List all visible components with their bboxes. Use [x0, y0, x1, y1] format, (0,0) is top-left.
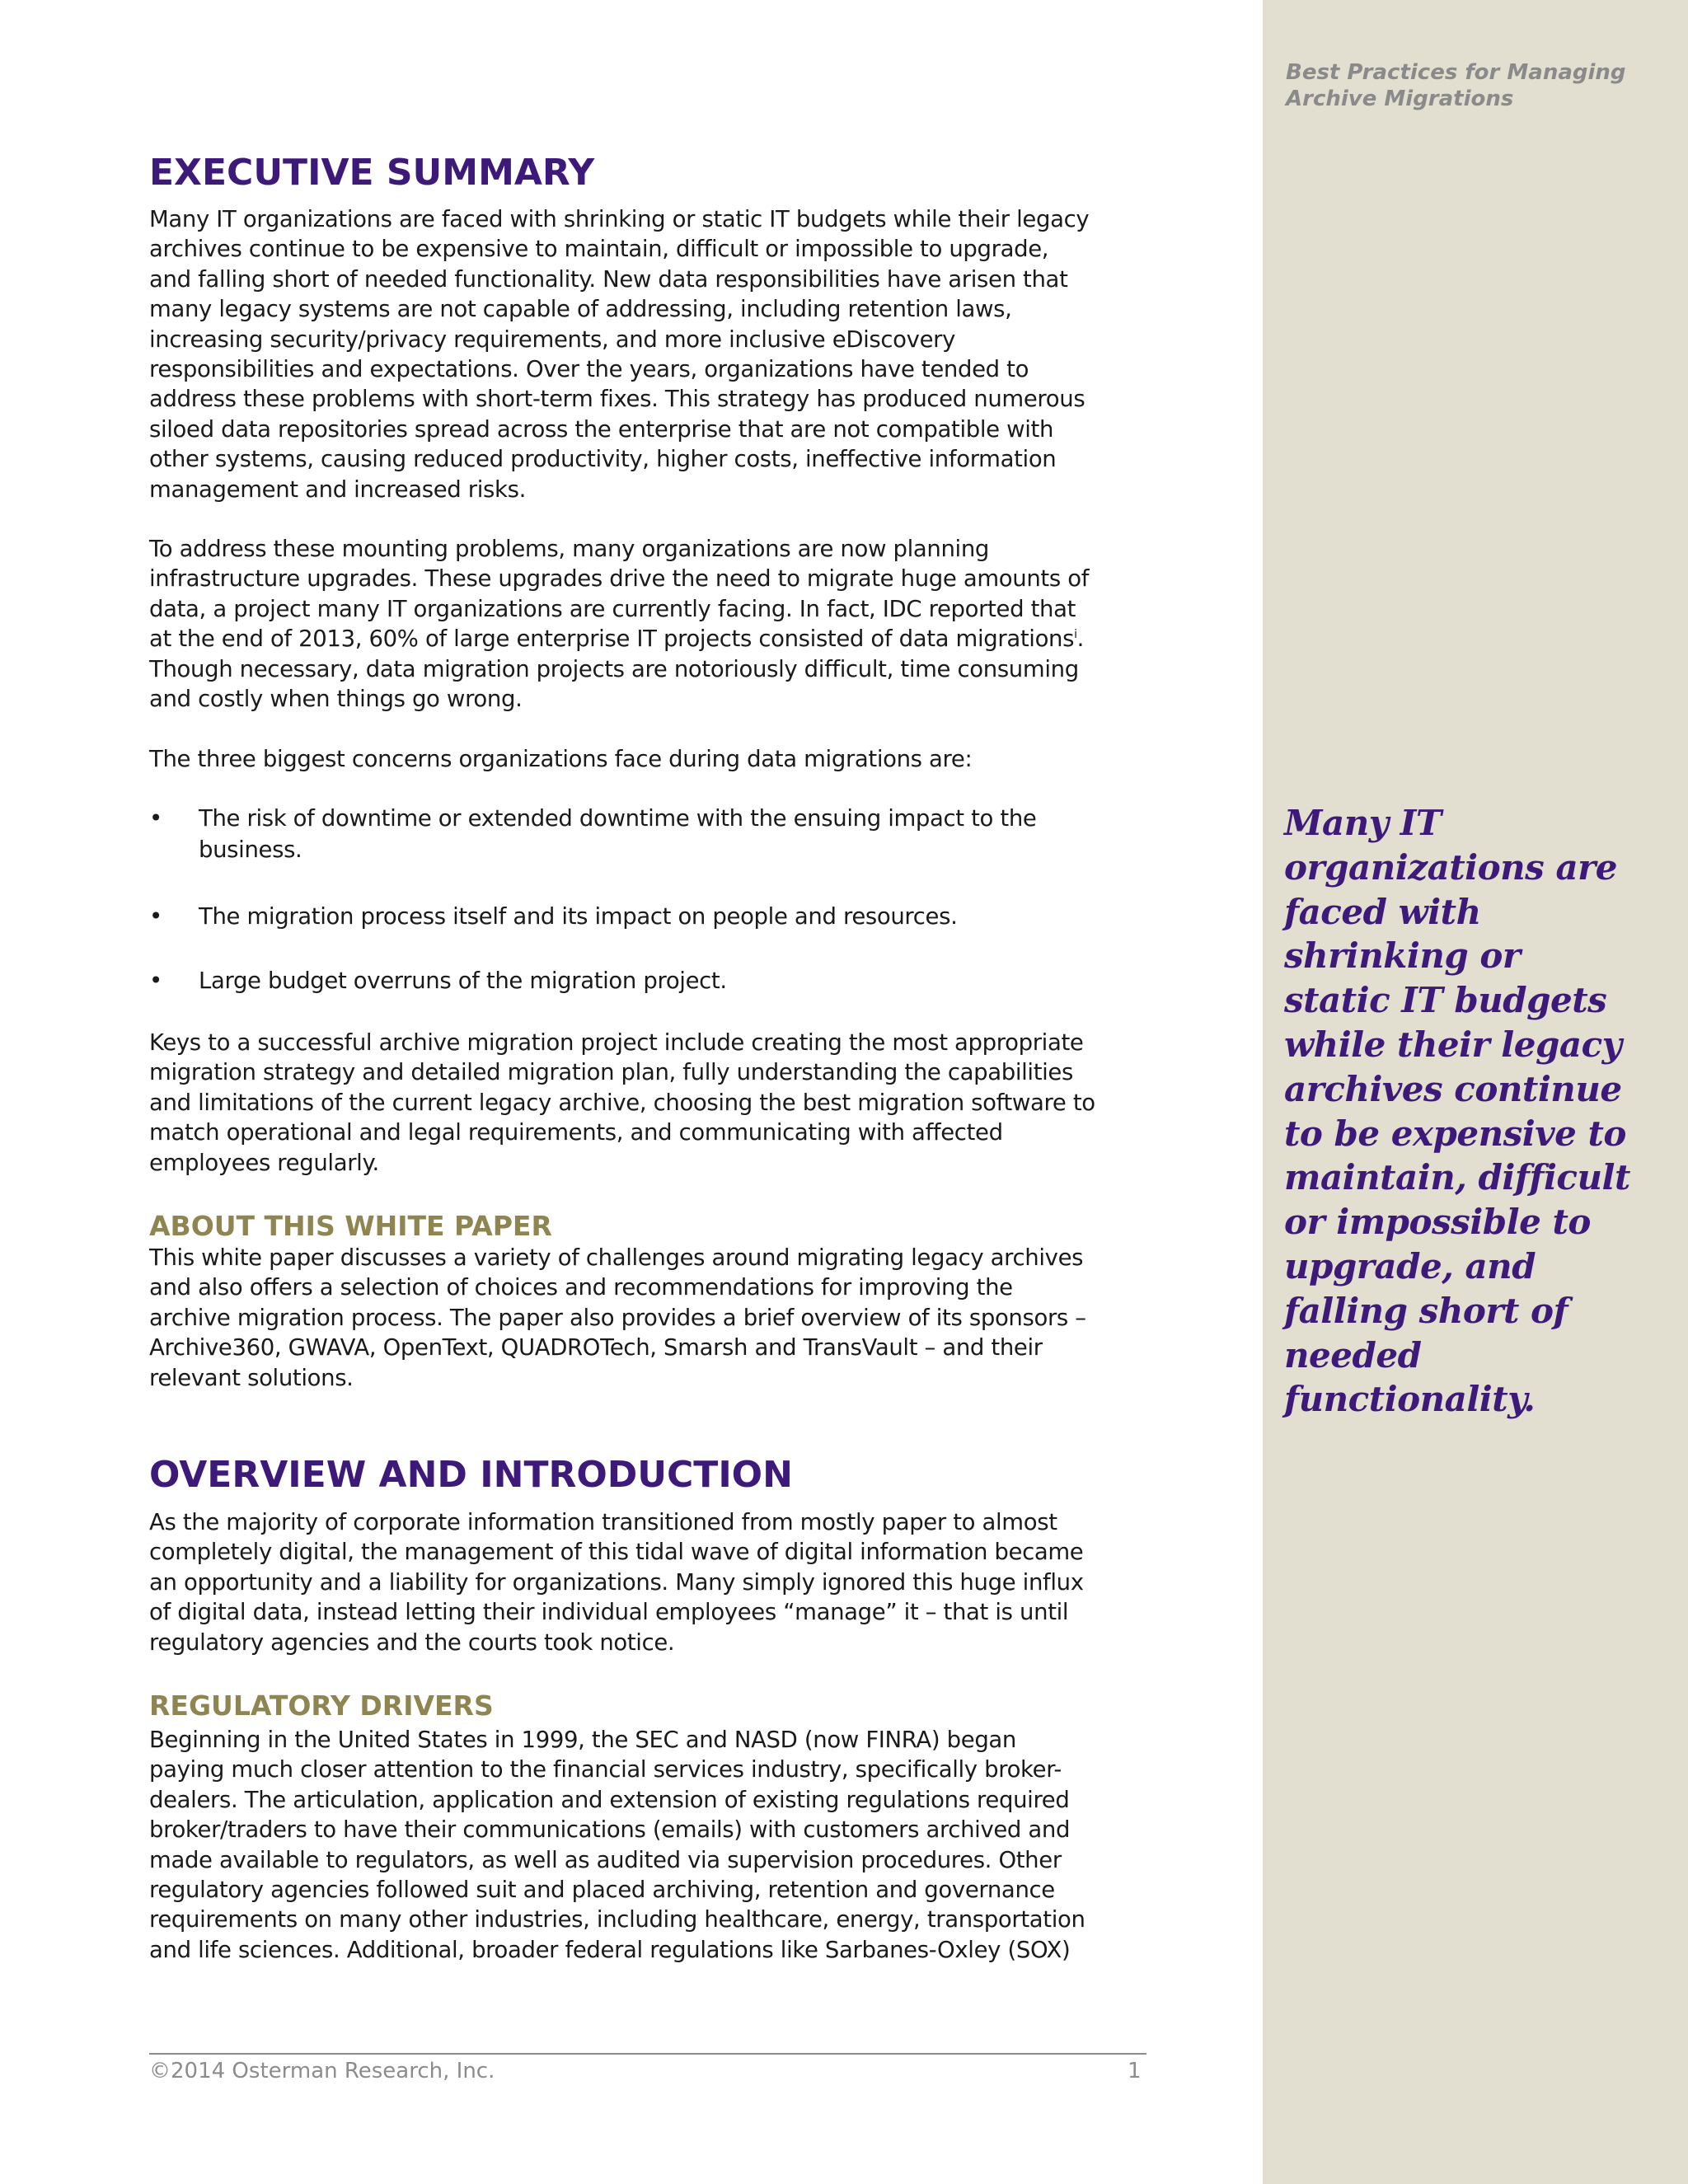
running-header: [1286, 59, 1648, 112]
bullet-dot: •: [149, 805, 162, 832]
footer-divider: [149, 2053, 1146, 2055]
running-header-line2: Archive Migrations: [1286, 87, 1514, 111]
footnote-marker: i: [1074, 628, 1077, 642]
executive-summary-heading: EXECUTIVE SUMMARY: [149, 152, 595, 194]
regulatory-heading: REGULATORY DRIVERS: [149, 1690, 494, 1722]
about-heading: ABOUT THIS WHITE PAPER: [149, 1210, 552, 1242]
pullquote: Many IT organizations are faced with shrinking or static IT budgets while their legacy archives continue to be expensive to maintain, difficult or impossible to upgrade, and falling short of needed functionality.: [1284, 803, 1630, 1420]
executive-summary-paragraph-2-tail: . Though necessary, data migration projects are notoriously difficult, time consuming and costly when things go wrong.: [149, 626, 1085, 713]
bullet-text: Large budget overruns of the migration project.: [199, 968, 727, 994]
executive-summary-paragraph-1: Many IT organizations are faced with shrinking or static IT budgets while their legacy archives continue to be expensive to maintain, difficult or impossible to upgrade, and falling short of needed functionality. New data responsibilities have arisen that many legacy systems are not capable of addressing, including retention laws, increasing security/privacy requirements, and more inclusive eDiscovery responsibilities and expectations. Over the years, organizations have tended to address these problems with short-term fixes. This strategy has produced numerous siloed data repositories spread across the enterprise that are not compatible with other systems, causing reduced productivity, higher costs, ineffective information management and increased risks.: [149, 206, 1090, 503]
executive-summary-paragraph-3: The three biggest concerns organizations face during data migrations are:: [149, 746, 973, 772]
overview-paragraph: As the majority of corporate information transitioned from mostly paper to almost completely digital, the management of this tidal wave of digital information became an opportunity and a liability for organizations. Many simply ignored this huge influx of digital data, instead letting their individual employees “manage” it – that is until regulatory agencies and the courts took notice.: [149, 1509, 1084, 1656]
executive-summary-paragraph-2-text: To address these mounting problems, many organizations are now planning infrastructure upgrades. These upgrades drive the need to migrate huge amounts of data, a project many IT organizations are currently facing. In fact, IDC reported that at the end of 2013, 60% of large enterprise IT projects consisted of data migrations: [149, 536, 1090, 653]
overview-heading: OVERVIEW AND INTRODUCTION: [149, 1454, 793, 1496]
executive-summary-paragraph-4: Keys to a successful archive migration project include creating the most appropriate migration strategy and detailed migration plan, fully understanding the capabilities and limitations of the current legacy archive, choosing the best migration software to match operational and legal requirements, and communicating with affected employees regularly.: [149, 1029, 1095, 1176]
executive-summary-paragraph-2: [149, 534, 1097, 714]
bullet-dot: •: [149, 903, 162, 930]
page-number: 1: [1128, 2059, 1142, 2083]
bullet-text: The risk of downtime or extended downtime with the ensuing impact to the business.: [199, 805, 1037, 863]
running-header-line1: Best Practices for Managing: [1286, 60, 1626, 85]
regulatory-paragraph: Beginning in the United States in 1999, the SEC and NASD (now FINRA) began paying much closer attention to the financial services industry, specifically broker-dealers. The articulation, application and extension of existing regulations required broker/traders to have their communications (emails) with customers archived and made available to regulators, as well as audited via supervision procedures. Other regulatory agencies followed suit and placed archiving, retention and governance requirements on many other industries, including healthcare, energy, transportation and life sciences. Additional, broader federal regulations like Sarbanes-Oxley (SOX): [149, 1727, 1085, 1963]
bullet-dot: •: [149, 968, 162, 994]
footer-copyright: ©2014 Osterman Research, Inc.: [149, 2059, 495, 2083]
about-paragraph: This white paper discusses a variety of challenges around migrating legacy archives and also offers a selection of choices and recommendations for improving the archive migration process. The paper also provides a brief overview of its sponsors – Archive360, GWAVA, OpenText, QUADROTech, Smarsh and TransVault – and their relevant solutions.: [149, 1244, 1086, 1391]
bullet-text: The migration process itself and its impact on people and resources.: [199, 903, 958, 930]
